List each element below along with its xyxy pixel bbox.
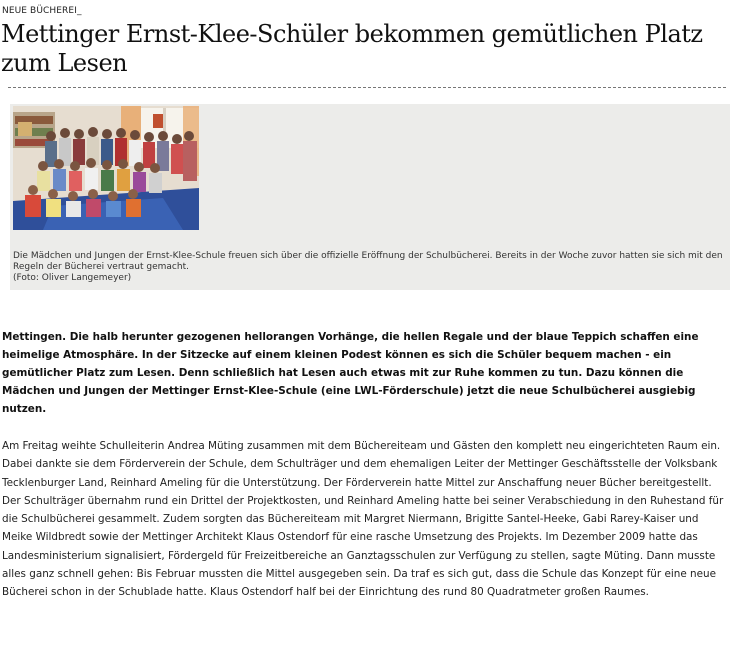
title-divider — [8, 87, 726, 88]
article-photo[interactable] — [13, 106, 199, 230]
article-lead: Mettingen. Die halb herunter gezogenen hellorangen Vorhänge, die hellen Regale und der blaue Teppich schaffen eine heimelige Atmosphäre. In der Sitzecke auf einem kleinen Podest können es sich die Schüler bequem machen - ein gemütlicher Platz zum Lesen. Denn schließlich hat Lesen auch etwas mit zur Ruhe kommen zu tun. Dazu können die Mädchen und Jungen der Mettinger Ernst-Klee-Schule (eine LWL-Förderschule) jetzt die neue Schulbücherei ausgiebig nutzen. — [2, 331, 699, 415]
section-kicker: NEUE BÜCHEREI_ — [2, 6, 82, 16]
caption-text: Die Mädchen und Jungen der Ernst-Klee-Schule freuen sich über die offizielle Eröffnung der Schulbücherei. Bereits in der Woche zuvor hatten sie sich mit den Regeln der Bücherei vertraut gemacht. — [13, 251, 723, 272]
photo-panel — [10, 104, 730, 290]
photo-credit: (Foto: Oliver Langemeyer) — [13, 273, 132, 283]
group-photo-image — [13, 106, 199, 230]
article-body: Am Freitag weihte Schulleiterin Andrea Müting zusammen mit dem Büchereiteam und Gästen den komplett neu eingerichteten Raum ein. Dabei dankte sie dem Förderverein der Schule, dem Schulträger und dem ehemaligen Leiter der Mettinger Geschäftsstelle der Volksbank Tecklenburger Land, Reinhard Ameling für die Unterstützung. Der Förderverein hatte Mittel zur Anschaffung neuer Bücher bereitgestellt. Der Schulträger übernahm rund ein Drittel der Projektkosten, und Reinhard Ameling hatte bei seiner Verabschiedung in den Ruhestand für die Schulbücherei gesammelt. Zudem sorgten das Büchereiteam mit Margret Niermann, Brigitte Santel-Heeke, Gabi Rarey-Kaiser und Meike Wildbredt sowie der Mettinger Architekt Klaus Ostendorf für eine rasche Umsetzung des Projekts. Im Dezember 2009 hatte das Landesministerium signalisiert, Fördergeld für Freizeitbereiche an Ganztagsschulen zur Verfügung zu stellen, sagte Müting. Dann musste alles ganz schnell gehen: Bis Februar mussten die Mittel ausgegeben sein. Da traf es sich gut, dass die Schule das Konzept für eine neue Bücherei schon in der Schublade hatte. Klaus Ostendorf half bei der Einrichtung des rund 80 Quadratmeter großen Raumes. — [2, 440, 724, 599]
article-headline: Mettinger Ernst-Klee-Schüler bekommen gemütlichen Platz zum Lesen — [1, 20, 703, 77]
photo-caption — [13, 251, 729, 284]
